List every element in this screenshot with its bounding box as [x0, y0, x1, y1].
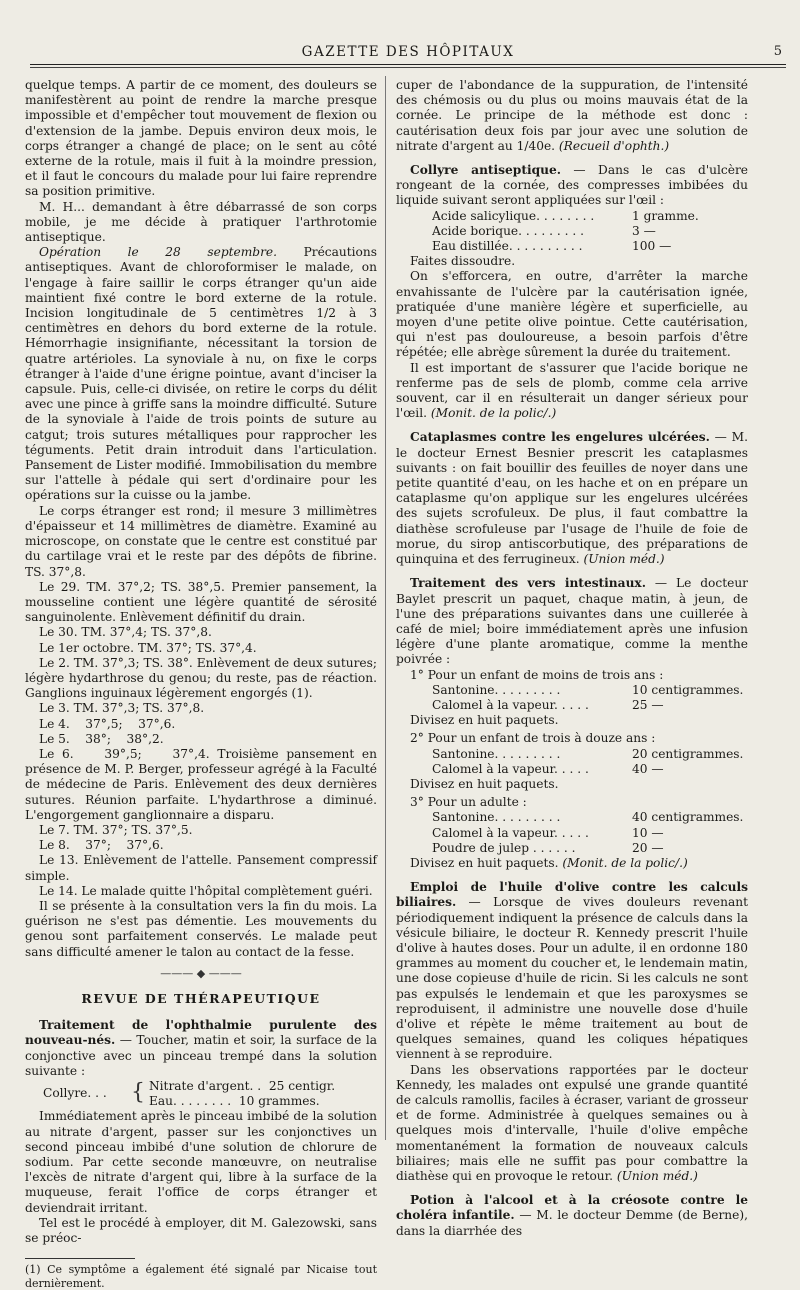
header-rule: [30, 67, 786, 68]
article-text: — Le docteur Baylet prescrit un paquet, chaque matin, à jeun, de l'une des préparations suivantes dans une cuillerée à café de miel; boire immédiatement après une infusion légère d'une plante aromatique, comme la menthe poivrée :: [396, 576, 748, 667]
ingredient: Acide borique. . . . . . . . .: [432, 223, 584, 238]
article-potion-cholera: [396, 1193, 748, 1239]
clinical-entry: Le 29. TM. 37°,2; TS. 38°,5. Premier pansement, la mousseline contient une légère quantité de sérosité sanguinolente. Enlèvement définitif du drain.: [25, 579, 377, 625]
quantity: 20 —: [632, 840, 664, 855]
clinical-entry: Le 4. 37°,5; 37°,6.: [39, 716, 176, 731]
source-citation: (Monit. de la polic/.): [562, 855, 688, 870]
article-title: Traitement des vers intestinaux.: [410, 576, 646, 591]
ingredient: Santonine. . . . . . . . .: [432, 746, 561, 761]
article-text: — M. le docteur Demme (de Berne), dans la diarrhée des: [396, 1208, 748, 1238]
collyre-label: Collyre. . .: [43, 1086, 107, 1100]
article-text: — Dans le cas d'ulcère rongeant de la cornée, des compresses imbibées du liquide suivant seront appliquées sur l'œil :: [396, 163, 748, 208]
page-number: 5: [773, 44, 782, 59]
ingredient: Eau distillée. . . . . . . . . .: [432, 239, 583, 254]
article-huile-olive: [396, 880, 748, 1062]
paragraph: [396, 78, 748, 154]
ingredient: Poudre de julep . . . . . .: [432, 840, 576, 855]
quantity: 40 centigrammes.: [632, 810, 744, 825]
operation-date: Opération le 28 septembre.: [39, 245, 278, 260]
footnote: (1) Ce symptôme a également été signalé par Nicaise tout dernièrement.: [25, 1263, 377, 1290]
collyre-item: Eau. . . . . . . . 10 grammes.: [149, 1094, 320, 1109]
article-title: Traitement de l'ophthalmie purulente des nouveau-nés.: [25, 1018, 377, 1048]
paragraph: Le corps étranger est rond; il mesure 3 millimètres d'épaisseur et 14 millimètres de diamètre. Examiné au microscope, on constate que le centre est constitué par du cartilage vrai et le reste par des dépôts de fibrine. TS. 37°,8.: [25, 503, 377, 579]
article-text: — Toucher, matin et soir, la surface de la conjonctive avec un pinceau trempé dans la solution suivante :: [25, 1033, 377, 1078]
paragraph: Faites dissoudre.: [410, 254, 516, 269]
prescription-line: [396, 698, 748, 713]
article-traitement-ophthalmie: [25, 1018, 377, 1079]
source-citation: (Recueil d'ophth.): [558, 138, 670, 153]
collyre-item: Nitrate d'argent. . 25 centigr.: [149, 1079, 336, 1093]
dosage-heading: 1° Pour un enfant de moins de trois ans :: [410, 667, 664, 682]
article-title: Emploi de l'huile d'olive contre les calculs biliaires.: [396, 880, 748, 910]
source-citation: (Monit. de la polic/.): [430, 406, 557, 421]
prescription-line: [396, 683, 748, 698]
paragraph: Il se présente à la consultation vers la fin du mois. La guérison ne s'est pas démentie. Les mouvements du genou sont parfaitement conservés. Le malade peut sans difficulté amener le talon au contact de la fesse.: [25, 898, 377, 959]
clinical-entry: Le 14. Le malade quitte l'hôpital complètement guéri.: [39, 883, 373, 898]
brace-glyph: {: [131, 1080, 145, 1105]
prescription-line: [396, 224, 748, 239]
paragraph: M. H... demandant à être débarrassé de son corps mobile, je me décide à pratiquer l'arthrotomie antiseptique.: [25, 199, 377, 245]
section-rubric: REVUE DE THÉRAPEUTIQUE: [81, 990, 321, 1006]
prescription-line: [396, 841, 748, 856]
clinical-entry: Le 5. 38°; 38°,2.: [39, 731, 164, 746]
ingredient: Calomel à la vapeur. . . . .: [432, 761, 589, 776]
clinical-entry: Le 3. TM. 37°,3; TS. 37°,8.: [39, 701, 205, 716]
paragraph: [396, 1063, 748, 1185]
quantity: 100 —: [632, 239, 672, 254]
quantity: 40 —: [632, 761, 664, 776]
article-cataplasmes: [396, 430, 748, 567]
dosage-text: Divisez en huit paquets.: [410, 855, 559, 870]
footnote-rule: [25, 1258, 135, 1259]
source-citation: (Union méd.): [583, 552, 665, 567]
prescription-line: [396, 209, 748, 224]
dosage-heading: 3° Pour un adulte :: [410, 795, 527, 810]
quantity: 1 gramme.: [632, 208, 699, 223]
ingredient: Santonine. . . . . . . . .: [432, 682, 561, 697]
dosage-instruction: [396, 856, 748, 871]
column-divider: [385, 76, 386, 1140]
dosage-heading: 2° Pour un enfant de trois à douze ans :: [410, 731, 656, 746]
clinical-entry: Le 2. TM. 37°,3; TS. 38°. Enlèvement de deux sutures; légère hydarthrose du genou; du reste, pas de réaction. Ganglions inguinaux légèrement engorgés (1).: [25, 655, 377, 701]
left-column: [25, 78, 381, 1290]
clinical-entry: Le 6. 39°,5; 37°,4. Troisième pansement en présence de M. P. Berger, professeur agrégé à la Faculté de médecine de Paris. Enlèvement des deux dernières sutures. Réunion parfaite. L'hydarthrose a diminué. L'engorgement ganglionnaire a disparu.: [25, 746, 381, 822]
ingredient: Acide salicylique. . . . . . . .: [432, 208, 595, 223]
article-collyre-antiseptique: [396, 163, 748, 209]
quantity: 3 —: [632, 223, 656, 238]
paragraph-text: Il est important de s'assurer que l'acide borique ne renferme pas de sels de plomb, comme cela arrive souvent, car il en résulterait un danger sérieux pour l'œil.: [396, 360, 748, 421]
paragraph: [25, 245, 377, 503]
paragraph-text: cuper de l'abondance de la suppuration, de l'intensité des chémosis ou du plus ou moins mauvais état de la cornée. Le principe de la méthode est donc : cautérisation deux fois par jour avec une solution de nitrate d'argent au 1/40e.: [396, 78, 748, 153]
ingredient: Calomel à la vapeur. . . . .: [432, 697, 589, 712]
article-text: — M. le docteur Ernest Besnier prescrit les cataplasmes suivants : on fait bouillir des feuilles de noyer dans une petite quantité d'eau, on les hache et on en prépare un cataplasme qu'on applique sur les engelures ulcérées des sujets scrofuleux. De plus, il faut combattre la diathèse scrofuleuse par l'usage de l'huile de foie de morue, du sirop antiscorbutique, des préparations de quinquina et des ferrugineux.: [396, 430, 748, 567]
clinical-entry: Le 8. 37°; 37°,6.: [39, 838, 164, 853]
prescription-line: [396, 762, 748, 777]
article-title: Cataplasmes contre les engelures ulcérées.: [410, 430, 710, 445]
page-header: [30, 40, 786, 65]
clinical-entry: Le 30. TM. 37°,4; TS. 37°,8.: [39, 625, 212, 640]
paragraph: Immédiatement après le pinceau imbibé de la solution au nitrate d'argent, passer sur les conjonctives un second pinceau imbibé d'une solution de chlorure de sodium. Par cette seconde manœuvre, on neutralise l'excès de nitrate d'argent qui, libre à la surface de la muqueuse, ferait l'office de corps étranger et deviendrait irritant.: [25, 1109, 377, 1215]
clinical-entry: Le 7. TM. 37°; TS. 37°,5.: [39, 822, 193, 837]
quantity: 20 centigrammes.: [632, 746, 744, 761]
prescription-line: [396, 239, 748, 254]
prescription-line: [396, 826, 748, 841]
clinical-entry: Le 13. Enlèvement de l'attelle. Pansement compressif simple.: [25, 853, 377, 883]
article-text: — Lorsque de vives douleurs revenant périodiquement indiquent la présence de calculs dans la vésicule biliaire, le docteur R. Kennedy prescrit l'huile d'olive à hautes doses. Pour un adulte, il en ordonne 180 grammes au moment du coucher et, le lendemain matin, une dose copieuse d'huile de ricin. Si les calculs ne sont pas expulsés le lendemain et que les paroxysmes se reproduisent, il administre une nouvelle dose d'huile d'olive et répète le même traitement au bout de quelques semaines, quand les coliques hépatiques viennent à se reproduire.: [396, 895, 748, 1062]
section-separator: ——— ◆ ———: [160, 966, 242, 980]
dosage-instruction: Divisez en huit paquets.: [410, 776, 559, 791]
clinical-entry: Le 1er octobre. TM. 37°; TS. 37°,4.: [39, 640, 257, 655]
paragraph-text: Dans les observations rapportées par le docteur Kennedy, les malades ont expulsé une grande quantité de calculs ramollis, faciles à écraser, variant de grosseur et de forme. Administrée à quelques semaines ou à quelques mois d'intervalle, l'huile d'olive empêche momentanément la formation de nouveaux calculs biliaires; mais elle ne suffit pas pour combattre la diathèse qui en provoque le retour.: [396, 1062, 748, 1184]
dosage-instruction: Divisez en huit paquets.: [410, 713, 559, 728]
source-citation: (Union méd.): [616, 1169, 698, 1184]
prescription-line: [396, 810, 748, 825]
quantity: 10 —: [632, 825, 664, 840]
quantity: 10 centigrammes.: [632, 682, 744, 697]
paragraph: Tel est le procédé à employer, dit M. Galezowski, sans se préoc-: [25, 1215, 377, 1246]
ingredient: Calomel à la vapeur. . . . .: [432, 825, 589, 840]
article-title: Collyre antiseptique.: [410, 163, 561, 178]
journal-title: GAZETTE DES HÔPITAUX: [301, 44, 515, 60]
paragraph: quelque temps. A partir de ce moment, des douleurs se manifestèrent au point de rendre la marche presque impossible et d'empêcher tout mouvement de flexion ou d'extension de la jambe. Depuis environ deux mois, le corps étranger a changé de place; on le sent au côté externe de la rotule, mais il fuit à la moindre pression, et il faut le concours du malade pour lui faire reprendre sa position primitive.: [25, 78, 377, 199]
article-vers-intestinaux: [396, 576, 748, 667]
paragraph: [396, 361, 748, 422]
operation-text: Précautions antiseptiques. Avant de chloroformiser le malade, on l'engage à faire saillir le corps étranger qu'un aide maintient fixé contre le bord externe de la rotule. Incision longitudinale de 5 centimètres 1/2 à 3 centimètres en dehors du bord externe de la rotule. Hémorrhagie insignifiante, nécessitant la torsion de quatre artérioles. La synoviale à nu, on fixe le corps étranger à l'aide d'une érigne pointue, avant d'inciser la capsule. Puis, celle-ci divisée, on retire le corps du délit avec une pince à griffe sans la moindre difficulté. Suture de la synoviale à l'aide de trois points de suture au catgut; trois sutures métalliques pour rapprocher les téguments. Petit drain introduit dans l'articulation. Pansement de Lister modifié. Immobilisation du membre sur l'attelle à pédale qui sert d'ordinaire pour les opérations sur la cuisse ou la jambe.: [25, 245, 377, 503]
ingredient: Santonine. . . . . . . . .: [432, 810, 561, 825]
right-column: [396, 78, 748, 1239]
collyre-items: [149, 1079, 335, 1109]
quantity: 25 —: [632, 697, 664, 712]
prescription-line: [396, 747, 748, 762]
paragraph: On s'efforcera, en outre, d'arrêter la marche envahissante de l'ulcère par la cautérisation ignée, pratiquée d'une manière légère et superficielle, au moyen d'une petite olive pointue. Cette cautérisation, qui n'est pas douloureuse, a besoin parfois d'être répétée; elle abrège sûrement la durée du traitement.: [396, 269, 748, 360]
collyre-prescription: [25, 1079, 377, 1109]
article-title: Potion à l'alcool et à la créosote contre le choléra infantile.: [396, 1193, 748, 1223]
